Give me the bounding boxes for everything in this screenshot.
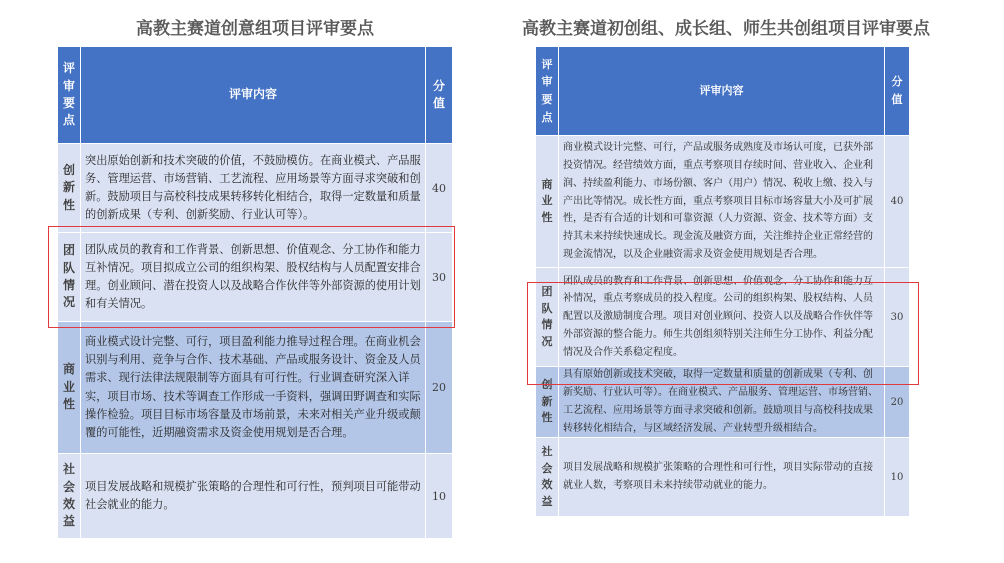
header-content: 评审内容 bbox=[559, 47, 884, 135]
header-criteria: 评 审 要 点 bbox=[536, 47, 558, 135]
row-score: 10 bbox=[426, 454, 452, 538]
row-content: 具有原始创新或技术突破，取得一定数量和质量的创新成果（专利、创新奖励、行业认可等）。在商业模式、产品服务、管理运营、市场营销、工艺流程、应用场景等方面寻求突破和创新。鼓励项目与高校科技成果转移转化相结合，与区域经济发展、产业转型升级相结合。 bbox=[559, 367, 884, 437]
row-score: 10 bbox=[885, 438, 909, 516]
header-score: 分值 bbox=[885, 47, 909, 135]
row-score: 20 bbox=[885, 367, 909, 437]
right-review-table bbox=[536, 47, 909, 516]
row-score: 30 bbox=[885, 268, 909, 366]
row-content: 团队成员的教育和工作背景、创新思想、价值观念、分工协作和能力互补情况，重点考察成员的投入程度。公司的组织构架、股权结构、人员配置以及激励制度合理。项目对创业顾问、投资人以及战略合作伙伴等外部资源的整合能力。师生共创组须特别关注师生分工协作、利益分配情况及合作关系稳定程度。 bbox=[559, 268, 884, 366]
row-score: 40 bbox=[885, 136, 909, 267]
row-score: 20 bbox=[426, 322, 452, 453]
row-criteria: 创 新 性 bbox=[536, 367, 558, 437]
row-criteria: 团 队 情 况 bbox=[58, 233, 80, 321]
row-content: 团队成员的教育和工作背景、创新思想、价值观念、分工协作和能力互补情况。项目拟成立公司的组织构架、股权结构与人员配置安排合理。创业顾问、潜在投资人以及战略合作伙伴等外部资源的使用计划和有关情况。 bbox=[81, 233, 425, 321]
header-content: 评审内容 bbox=[81, 47, 425, 143]
row-content: 商业模式设计完整、可行，项目盈利能力推导过程合理。在商业机会识别与利用、竞争与合作、技术基础、产品或服务设计、资金及人员需求、现行法律法规限制等方面具有可行性。行业调查研究深入详实，项目市场、技术等调查工作形成一手资料，强调田野调查和实际操作检验。项目目标市场容量及市场前景，未来对相关产业升级或颠覆的可能性，近期融资需求及资金使用规划是否合理。 bbox=[81, 322, 425, 453]
row-criteria: 社 会 效 益 bbox=[536, 438, 558, 516]
row-score: 40 bbox=[426, 144, 452, 232]
row-content: 项目发展战略和规模扩张策略的合理性和可行性，预判项目可能带动社会就业的能力。 bbox=[81, 454, 425, 538]
row-criteria: 团 队 情 况 bbox=[536, 268, 558, 366]
row-criteria: 社 会 效 益 bbox=[58, 454, 80, 538]
header-score: 分值 bbox=[426, 47, 452, 143]
left-review-table bbox=[58, 47, 452, 538]
row-score: 30 bbox=[426, 233, 452, 321]
row-criteria: 商 业 性 bbox=[58, 322, 80, 453]
left-table-title: 高教主赛道创意组项目评审要点 bbox=[136, 19, 374, 39]
row-criteria: 创 新 性 bbox=[58, 144, 80, 232]
row-content: 商业模式设计完整、可行，产品或服务成熟度及市场认可度，已获外部投资情况。经营绩效方面，重点考察项目存续时间、营业收入、企业利润、持续盈利能力、市场份额、客户（用户）情况、税收上缴、投入与产出比等情况。成长性方面，重点考察项目目标市场容量大小及可扩展性，是否有合适的计划和可靠资源（人力资源、资金、技术等方面）支持其未来持续快速成长。现金流及融资方面，关注维持企业正常经营的现金流情况，以及企业融资需求及资金使用规划是否合理。 bbox=[559, 136, 884, 267]
row-content: 突出原始创新和技术突破的价值，不鼓励模仿。在商业模式、产品服务、管理运营、市场营销、工艺流程、应用场景等方面寻求突破和创新。鼓励项目与高校科技成果转移转化相结合，取得一定数量和质量的创新成果（专利、创新奖励、行业认可等）。 bbox=[81, 144, 425, 232]
row-criteria: 商 业 性 bbox=[536, 136, 558, 267]
header-criteria: 评 审 要 点 bbox=[58, 47, 80, 143]
row-content: 项目发展战略和规模扩张策略的合理性和可行性，项目实际带动的直接就业人数，考察项目未来持续带动就业的能力。 bbox=[559, 438, 884, 516]
right-table-title: 高教主赛道初创组、成长组、师生共创组项目评审要点 bbox=[522, 19, 930, 39]
